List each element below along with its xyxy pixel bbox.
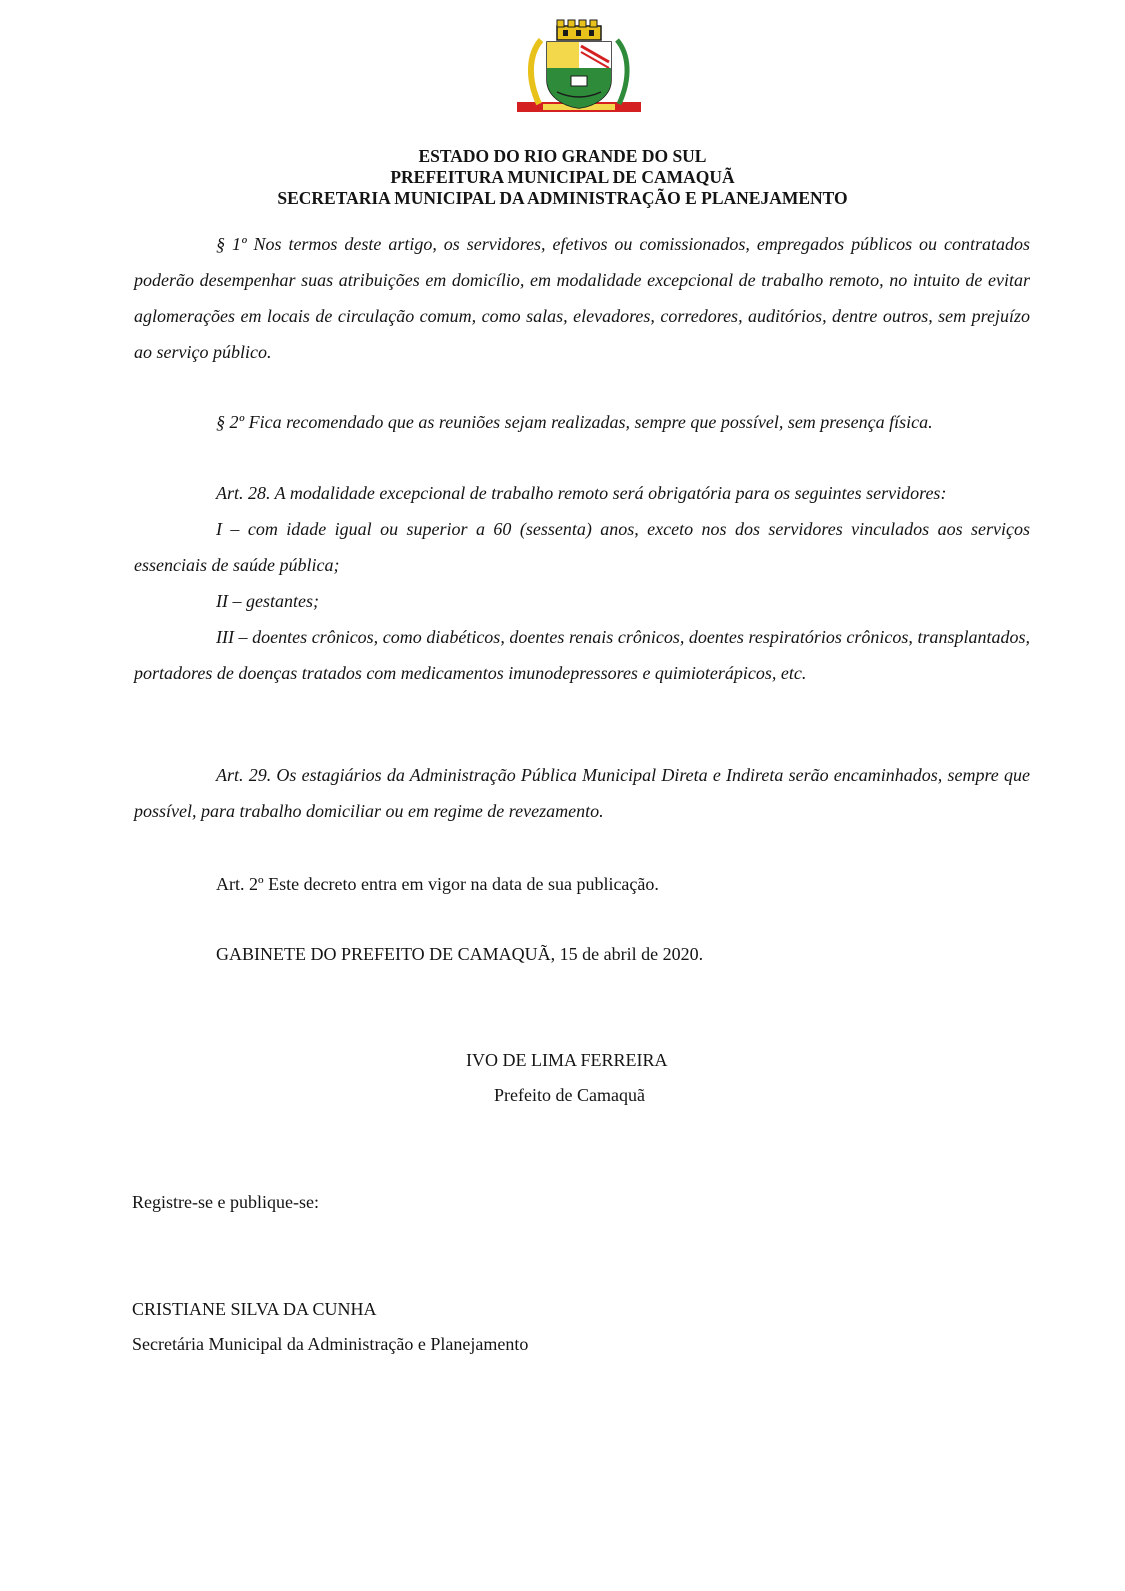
mayor-name: IVO DE LIMA FERREIRA <box>466 1050 668 1070</box>
paragraph-1-text: § 1º Nos termos deste artigo, os servidores, efetivos ou comissionados, empregados públicos ou contratados poderão desempenhar suas atribuições em domicílio, em modalidade excepcional de trabalho remoto, no intuito de evitar aglomerações em locais de circulação comum, como salas, elevadores, corredores, auditórios, dentre outros, sem prejuízo ao serviço público. <box>134 234 1030 362</box>
header-state: ESTADO DO RIO GRANDE DO SUL <box>418 146 707 166</box>
article-29 <box>134 757 1030 829</box>
article-28-item-2: II – gestantes; <box>216 591 319 611</box>
mayor-title: Prefeito de Camaquã <box>494 1085 645 1105</box>
secretary-name: CRISTIANE SILVA DA CUNHA <box>132 1299 377 1319</box>
register-note: Registre-se e publique-se: <box>132 1192 319 1212</box>
article-29-text: Art. 29. Os estagiários da Administração Pública Municipal Direta e Indireta serão encaminhados, sempre que possível, para trabalho domiciliar ou em regime de revezamento. <box>134 765 1030 821</box>
paragraph-1 <box>134 226 1030 370</box>
header-secretariat: SECRETARIA MUNICIPAL DA ADMINISTRAÇÃO E PLANEJAMENTO <box>277 188 848 208</box>
article-28-item-3: III – doentes crônicos, como diabéticos, doentes renais crônicos, doentes respiratórios crônicos, transplantados, portadores de doenças tratados com medicamentos imunodepressores e quimioterápicos, etc. <box>134 627 1030 683</box>
article-28-item-1: I – com idade igual ou superior a 60 (sessenta) anos, exceto nos dos servidores vinculados aos serviços essenciais de saúde pública; <box>134 519 1030 575</box>
gabinete-date: GABINETE DO PREFEITO DE CAMAQUÃ, 15 de abril de 2020. <box>216 944 704 964</box>
municipal-coat-of-arms <box>517 18 641 118</box>
secretary-title: Secretária Municipal da Administração e Planejamento <box>132 1334 529 1354</box>
paragraph-2-text: § 2º Fica recomendado que as reuniões sejam realizadas, sempre que possível, sem presença física. <box>216 412 933 432</box>
header-prefecture: PREFEITURA MUNICIPAL DE CAMAQUÃ <box>390 167 735 187</box>
article-2-text: Art. 2º Este decreto entra em vigor na data de sua publicação. <box>216 874 659 894</box>
document-header <box>0 146 1125 209</box>
paragraph-2 <box>134 404 1030 440</box>
article-28-text: Art. 28. A modalidade excepcional de trabalho remoto será obrigatória para os seguintes servidores: <box>216 483 947 503</box>
article-28 <box>134 475 1030 691</box>
